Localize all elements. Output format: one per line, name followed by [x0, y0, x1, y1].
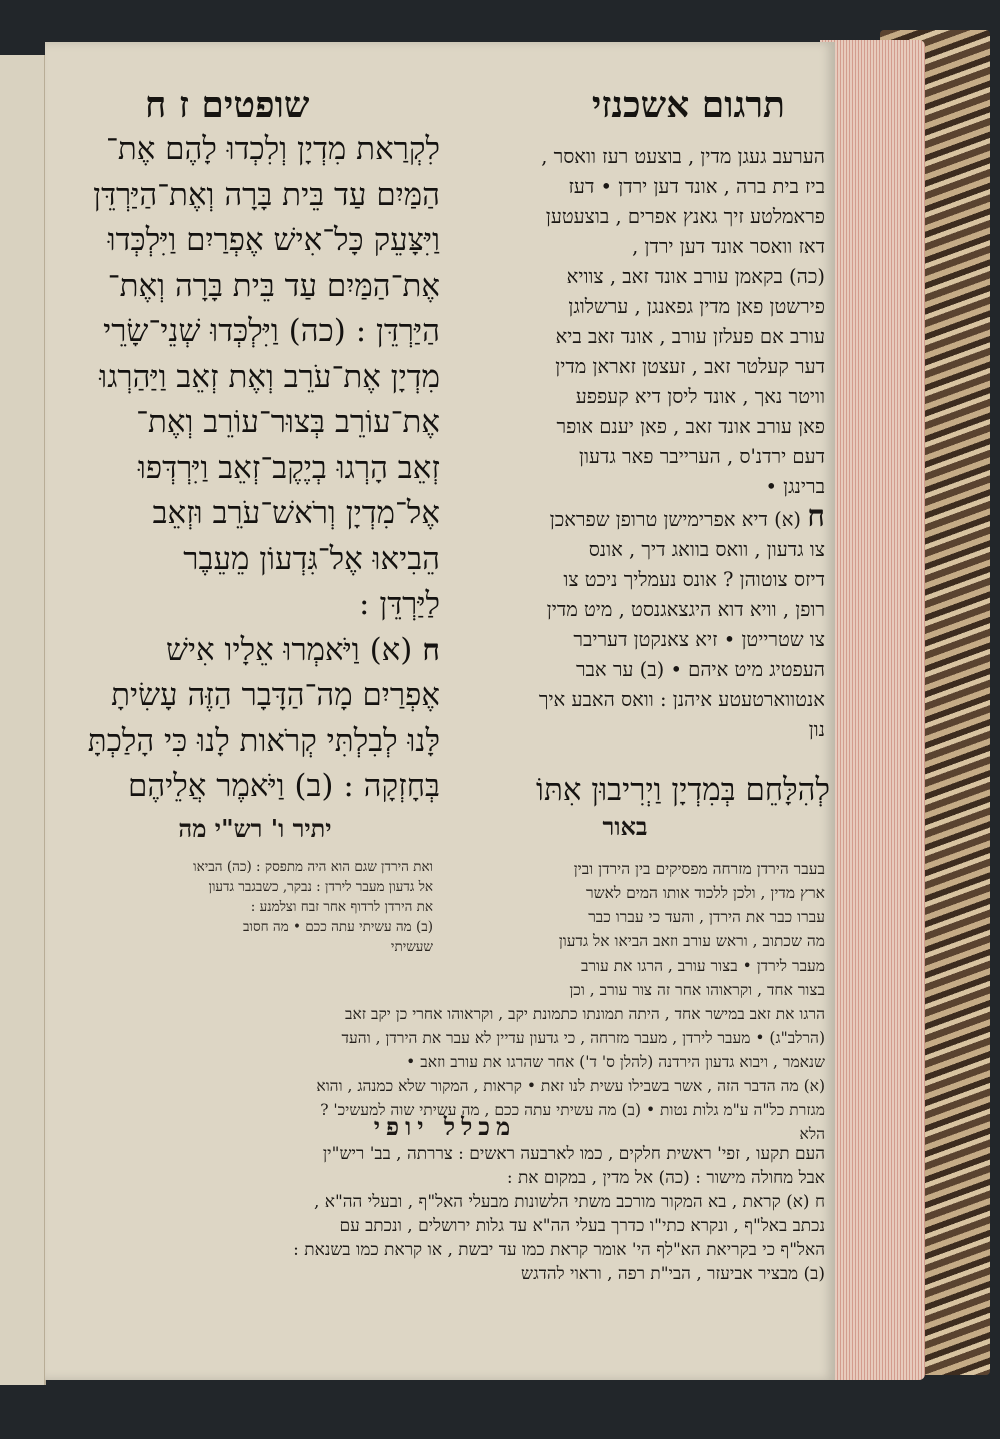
previous-page-edge: [0, 55, 46, 1385]
bible-chapter-line: [70, 628, 440, 674]
targum-line: צו שטרייטן • זיא צאנקטן דעריבר: [573, 628, 825, 651]
rashi-line: אל גדעון מעבר לירדן : נבקר, כשבגבר גדעון: [208, 879, 433, 895]
mikhlal-line: (ב) מבציר אביעזר , הבי"ת רפה , וראוי להדגש: [521, 1264, 825, 1284]
bible-line: לִקְרַאת מִדְיָן וְלִכְדוּ לָהֶם אֶת־: [105, 131, 440, 167]
mikhlal-line: אבל מחולה מישור : (כה) אל מדין , במקום את :: [506, 1168, 825, 1188]
running-header-book: שופטים ז ח: [145, 84, 310, 126]
biur-line: עברו כבר את הירדן , והעד כי עברו כבר: [588, 908, 825, 926]
biur-title: באור: [602, 812, 648, 841]
wide-line: הרגו את זאב במישר אחד , היתה תמונתו כתמונת יקב , וקראוהו אחרי כן יקב זאב: [344, 1005, 825, 1023]
bible-line: וַיִּצָּעֵק כָּל־אִישׁ אֶפְרַיִם וַיִּלְכְּדוּ: [107, 222, 440, 258]
targum-line: פראמלטע זיך גאנץ אפרים , בוצעטען: [545, 205, 825, 228]
bible-line: אֶת־הַמַּיִם עַד בֵּית בָּרָה וְאֶת־: [107, 267, 440, 304]
biur-commentary: [440, 857, 825, 953]
bible-line: (א) וַיֹּאמְרוּ אֵלָיו אִישׁ: [165, 631, 413, 668]
bible-line: הַמַּיִם עַד בֵּית בָּרָה וְאֶת־הַיַּרְדֵּן: [93, 176, 440, 213]
targum-line: צו גדעון , וואס בוואג דיך , אונס: [588, 538, 825, 561]
biur-line: בעבר הירדן מזרחה מפסיקים בין הירדן ובין: [573, 860, 825, 878]
bible-column: [70, 127, 440, 844]
targum-line: הערעב געגן מדין , בוצעט רעז וואסר ,: [541, 145, 825, 168]
mikhlal-title: מכלל יופי: [373, 1112, 517, 1141]
rashi-line: ואת הירדן שגם הוא היה מתפסק : (כה) הביאו: [193, 859, 433, 875]
rashi-line: את הירדן לרדוף אחר זבח וצלמנע :: [250, 899, 433, 915]
targum-line: רופן , וויא דוא היגצאגנסט , מיט מדין: [546, 598, 825, 621]
mikhlal-line: נכתב באל"ף , ונקרא כתי"ו כדרך בעלי הה"א עד גלות ירושלים , ונכתב עם: [339, 1216, 825, 1236]
page-edges: [820, 40, 925, 1380]
bible-text: [70, 127, 440, 810]
bible-line: אֶל־מִדְיָן וְרֹאשׁ־עֹרֵב וּזְאֵב: [152, 495, 440, 531]
targum-chapter-line: [440, 499, 825, 535]
running-header-targum: תרגום אשכנזי: [591, 84, 785, 126]
targum-line: וויטר נאך , אונד ליסן דיא קעפפע: [575, 385, 825, 408]
targum-line: דיזס צוטוהן ? אונס נעמליך ניכט צו: [563, 568, 825, 591]
wide-line: הלא: [799, 1125, 825, 1143]
mikhlal-line: העם תקעו , זפי' ראשית חלקים , כמו לארבעה ראשים : צררתה , בב' ריש"ין: [322, 1144, 825, 1164]
bible-line: לַיַּרְדֵּן :: [359, 586, 440, 622]
rashi-line: (ב) מה עשיתי עתה ככם • מה חסוב: [243, 919, 433, 935]
biur-line: מה שכתוב , וראש עורב וזאב הביאו אל גדעון: [558, 932, 825, 950]
bible-line: בְּחָזְקָה : (ב) וַיֹּאמֶר אֲלֵיהֶם: [127, 768, 440, 804]
mikhlal-line: ח (א) קראת , בא המקור מורכב משתי הלשונות מבעלי האל"ף , ובעלי הה"א ,: [313, 1192, 825, 1212]
wide-line: (הרלב"ג) • מעבר לירדן , מעבר מזרחה , כי גדעון עדיין לא עבר את הירדן , והעד: [341, 1029, 825, 1047]
bible-line: הַיַּרְדֵּן : (כה) וַיִּלְכְּדוּ שְׁנֵי־שָׂרֵי: [103, 313, 440, 349]
wide-line: מגזרת כל"ה ע"מ גלות נטות • (ב) מה עשיתי עתה ככם , מה עשיתי שוה למעשיכ' ?: [320, 1101, 825, 1119]
targum-column: [440, 142, 825, 745]
biur-line: מעבר לירדן • בצור עורב , הרגו את עורב: [580, 957, 825, 975]
targum-line: (כה) בקאמן עורב אונד זאב , צוויא: [566, 265, 825, 288]
targum-line: ביז בית ברה , אונד דען ירדן • דעז: [568, 175, 825, 198]
mikhlal-line: האל"ף כי בקריאת הא"לף הי' אומר קראת כמו עד יבשת , או קראת כמו בשנאת :: [293, 1240, 825, 1260]
wide-line: (א) מה הדבר הזה , אשר בשבילו עשית לנו זאת • קראות , המקור שלא כמנהג , והוא: [316, 1077, 825, 1095]
bible-line: אֶת־עוֹרֵב בְּצוּר־עוֹרֵב וְאֶת־: [136, 404, 440, 440]
targum-text: [440, 142, 825, 745]
targum-line: דער קעלטר זאב , זעצטן זאראן מדין: [555, 355, 825, 378]
targum-line: דאז וואסר אונד דען ירדן ,: [632, 235, 825, 258]
targum-line: ברינגן •: [765, 475, 825, 498]
targum-chapter-number: ח: [807, 499, 825, 534]
bible-line: מִדְיָן אֶת־עֹרֵב וְאֶת זְאֵב וַיַּהַרְגוּ: [99, 358, 440, 395]
bible-line: זְאֵב הָרְגוּ בְיֶקֶב־זְאֵב וַיִּרְדְּפוּ: [138, 449, 440, 486]
bible-line: אֶפְרַיִם מָה־הַדָּבָר הַזֶּה עָשִׂיתָ: [111, 677, 440, 713]
targum-line: עורב אם פעלזן עורב , אונד זאב ביא: [555, 325, 825, 348]
targum-line: (א) דיא אפרימישן טרופן שפראכן: [549, 508, 802, 531]
bible-line: הֵבִיאוּ אֶל־גִּדְעוֹן מֵעֵבֶר: [183, 540, 440, 577]
targum-line: פאן עורב אונד זאב , פאן יענם אופר: [556, 415, 825, 438]
wide-line: בצור אחד , וקראוהו אחר זה צור עורב , וכן: [569, 981, 825, 999]
rashi-commentary: [73, 857, 433, 957]
targum-line: פירשטן פאן מדין גפאנגן , ערשלוגן: [568, 295, 825, 318]
targum-line: העפטיג מיט איהם • (ב) ער אבר: [575, 658, 825, 681]
targum-line: נון: [808, 718, 825, 741]
book-page: [45, 42, 835, 1380]
biur-line: ארץ מדין , ולכן ללכוד אותו המים לאשר: [586, 884, 825, 902]
rashi-line: שעשיתי: [390, 939, 433, 955]
wide-line: שנאמר , ויבוא גדעון הירדנה (להלן ס' ד') אחר שהרגו את עורב וזאב •: [406, 1053, 825, 1071]
rashi-title: יתיר ו' רש"י מה: [178, 813, 332, 843]
bible-bottom-line: לְהִלָּחֵם בְּמִדְיָן וַיְרִיבוּן אִתּוֹ: [536, 772, 830, 808]
mikhlal-yofi-commentary: [75, 1142, 825, 1286]
targum-line: אנטווארטעטע איהנן : וואס האבע איך: [538, 688, 825, 711]
bible-line: לָּנוּ לְבִלְתִּי קְרֹאות לָנוּ כִּי הָלַכְתָּ: [87, 722, 440, 759]
targum-line: דעם ירדנ'ס , הערייבר פאר גדעון: [579, 445, 825, 468]
bible-chapter-number: ח: [422, 632, 440, 668]
